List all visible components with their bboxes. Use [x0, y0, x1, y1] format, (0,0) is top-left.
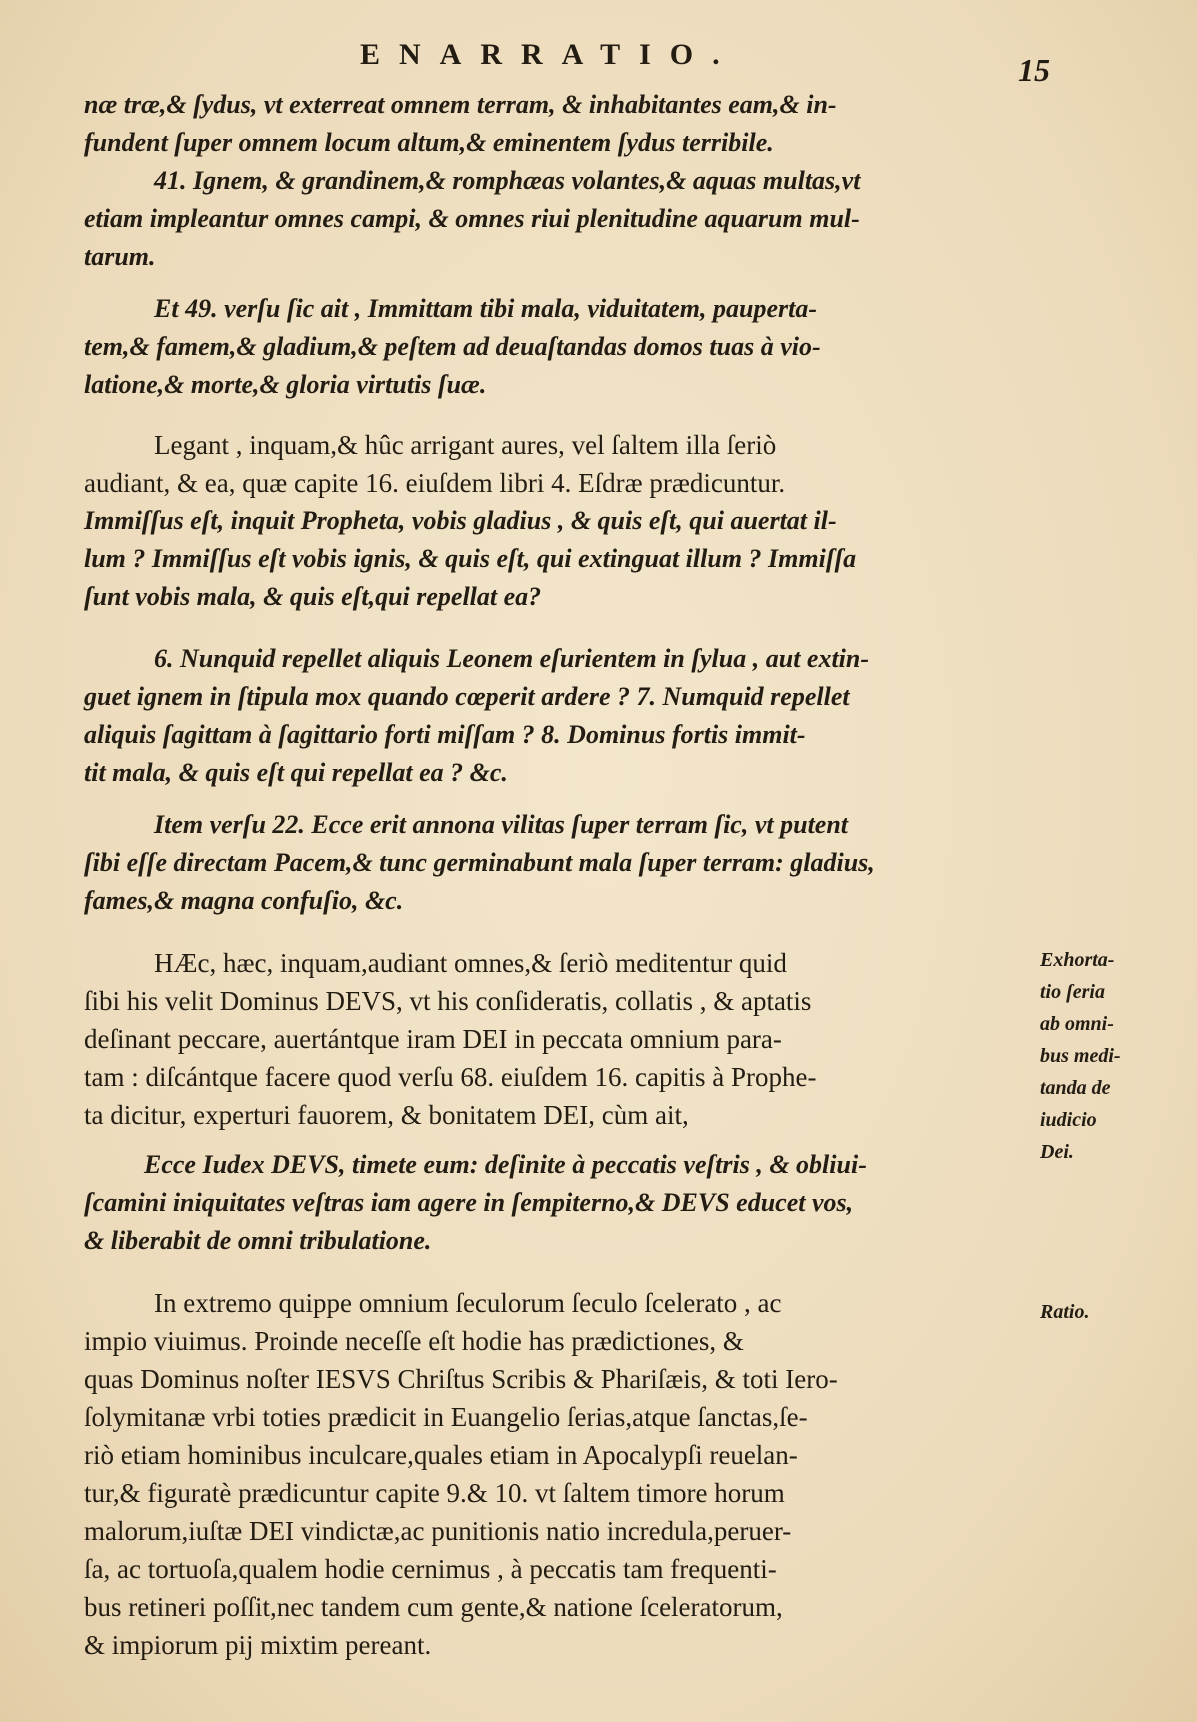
text-line: aliquis ſagittam à ſagittario forti miſſam ? 8. Dominus fortis immit-: [84, 720, 806, 749]
text-line: ſcamini iniquitates veſtras iam agere in ſempiterno,& DEVS educet vos,: [84, 1188, 854, 1217]
paragraph-3: [84, 426, 1044, 616]
text-line: etiam impleantur omnes campi, & omnes riui plenitudine aquarum mul-: [84, 204, 860, 233]
margin-line: Exhorta-: [1040, 949, 1115, 971]
paragraph-5: [84, 806, 1044, 920]
text-line: næ træ,& ſydus, vt exterreat omnem terram, & inhabitantes eam,& in-: [84, 90, 837, 119]
text-line: ſunt vobis mala, & quis eſt,qui repellat ea?: [84, 582, 542, 611]
text-line: tarum.: [84, 242, 156, 271]
margin-note-exhortatio: [1040, 944, 1190, 1168]
text-line: fundent ſuper omnem locum altum,& eminentem ſydus terribile.: [84, 128, 774, 157]
text-line: tam : diſcántque facere quod verſu 68. eiuſdem 16. capitis à Prophe-: [84, 1062, 817, 1092]
text-line: audiant, & ea, quæ capite 16. eiuſdem libri 4. Eſdræ prædicuntur.: [84, 468, 786, 498]
text-line: Et 49. verſu ſic ait , Immittam tibi mala, viduitatem, pauperta-: [154, 294, 817, 323]
paragraph-6: [84, 944, 1044, 1134]
page-number: 15: [1018, 52, 1050, 88]
text-line: quas Dominus noſter IESVS Chriſtus Scribis & Phariſæis, & toti Iero-: [84, 1364, 838, 1394]
text-line: lum ? Immiſſus eſt vobis ignis, & quis eſt, qui extinguat illum ? Immiſſa: [84, 544, 857, 573]
text-line: deſinant peccare, auertántque iram DEI in peccata omnium para-: [84, 1024, 782, 1054]
text-line: Item verſu 22. Ecce erit annona vilitas ſuper terram ſic, vt putent: [154, 810, 849, 839]
text-line: latione,& morte,& gloria virtutis ſuæ.: [84, 370, 487, 399]
text-line: bus retineri poſſit,nec tandem cum gente,& natione ſceleratorum,: [84, 1592, 783, 1622]
margin-note-ratio: [1040, 1296, 1190, 1328]
paragraph-4: [84, 640, 1044, 792]
text-line: 41. Ignem, & grandinem,& romphæas volantes,& aquas multas,vt: [154, 166, 861, 195]
margin-line: tio ſeria: [1040, 981, 1105, 1003]
text-line: Immiſſus eſt, inquit Propheta, vobis gladius , & quis eſt, qui auertat il-: [84, 506, 837, 535]
margin-line: tanda de: [1040, 1077, 1111, 1099]
text-line: guet ignem in ſtipula mox quando cœperit ardere ? 7. Numquid repellet: [84, 682, 850, 711]
paragraph-7: [84, 1146, 1044, 1260]
text-line: ſolymitanæ vrbi toties prædicit in Euangelio ſerias,atque ſanctas,ſe-: [84, 1402, 808, 1432]
text-line: ſibi eſſe directam Pacem,& tunc germinabunt mala ſuper terram: gladius,: [84, 848, 875, 877]
margin-line: bus medi-: [1040, 1045, 1121, 1067]
paragraph-1: [84, 86, 1044, 276]
text-line: In extremo quippe omnium ſeculorum ſeculo ſcelerato , ac: [154, 1288, 782, 1318]
paragraph-2: [84, 290, 1044, 404]
text-line: 6. Nunquid repellet aliquis Leonem eſurientem in ſylua , aut extin-: [154, 644, 870, 673]
text-line: tur,& figuratè prædicuntur capite 9.& 10. vt ſaltem timore horum: [84, 1478, 785, 1508]
text-line: Legant , inquam,& hûc arrigant aures, vel ſaltem illa ſeriò: [154, 430, 777, 460]
text-line: HÆc, hæc, inquam,audiant omnes,& ſeriò meditentur quid: [154, 948, 787, 978]
text-line: & impiorum pij mixtim pereant.: [84, 1630, 432, 1660]
margin-line: ab omni-: [1040, 1013, 1114, 1035]
running-head: ENARRATIO.: [360, 38, 739, 71]
paragraph-8: [84, 1284, 1044, 1664]
margin-line: iudicio: [1040, 1109, 1097, 1131]
text-line: ſa, ac tortuoſa,qualem hodie cernimus , à peccatis tam frequenti-: [84, 1554, 777, 1584]
text-line: tem,& famem,& gladium,& peſtem ad deuaſtandas domos tuas à vio-: [84, 332, 821, 361]
text-line: ta dicitur, experturi fauorem, & bonitatem DEI, cùm ait,: [84, 1100, 689, 1130]
text-line: tit mala, & quis eſt qui repellat ea ? &c.: [84, 758, 508, 787]
margin-line: Ratio.: [1040, 1301, 1090, 1323]
text-line: & liberabit de omni tribulatione.: [84, 1226, 432, 1255]
text-line: riò etiam hominibus inculcare,quales etiam in Apocalypſi reuelan-: [84, 1440, 798, 1470]
margin-line: Dei.: [1040, 1141, 1074, 1163]
text-line: malorum,iuſtæ DEI vindictæ,ac punitionis natio incredula,peruer-: [84, 1516, 792, 1546]
text-line: fames,& magna confuſio, &c.: [84, 886, 404, 915]
text-line: impio viuimus. Proinde neceſſe eſt hodie has prædictiones, &: [84, 1326, 744, 1356]
text-line: Ecce Iudex DEVS, timete eum: deſinite à peccatis veſtris , & obliui-: [144, 1150, 867, 1179]
text-line: ſibi his velit Dominus DEVS, vt his conſideratis, collatis , & aptatis: [84, 986, 812, 1016]
